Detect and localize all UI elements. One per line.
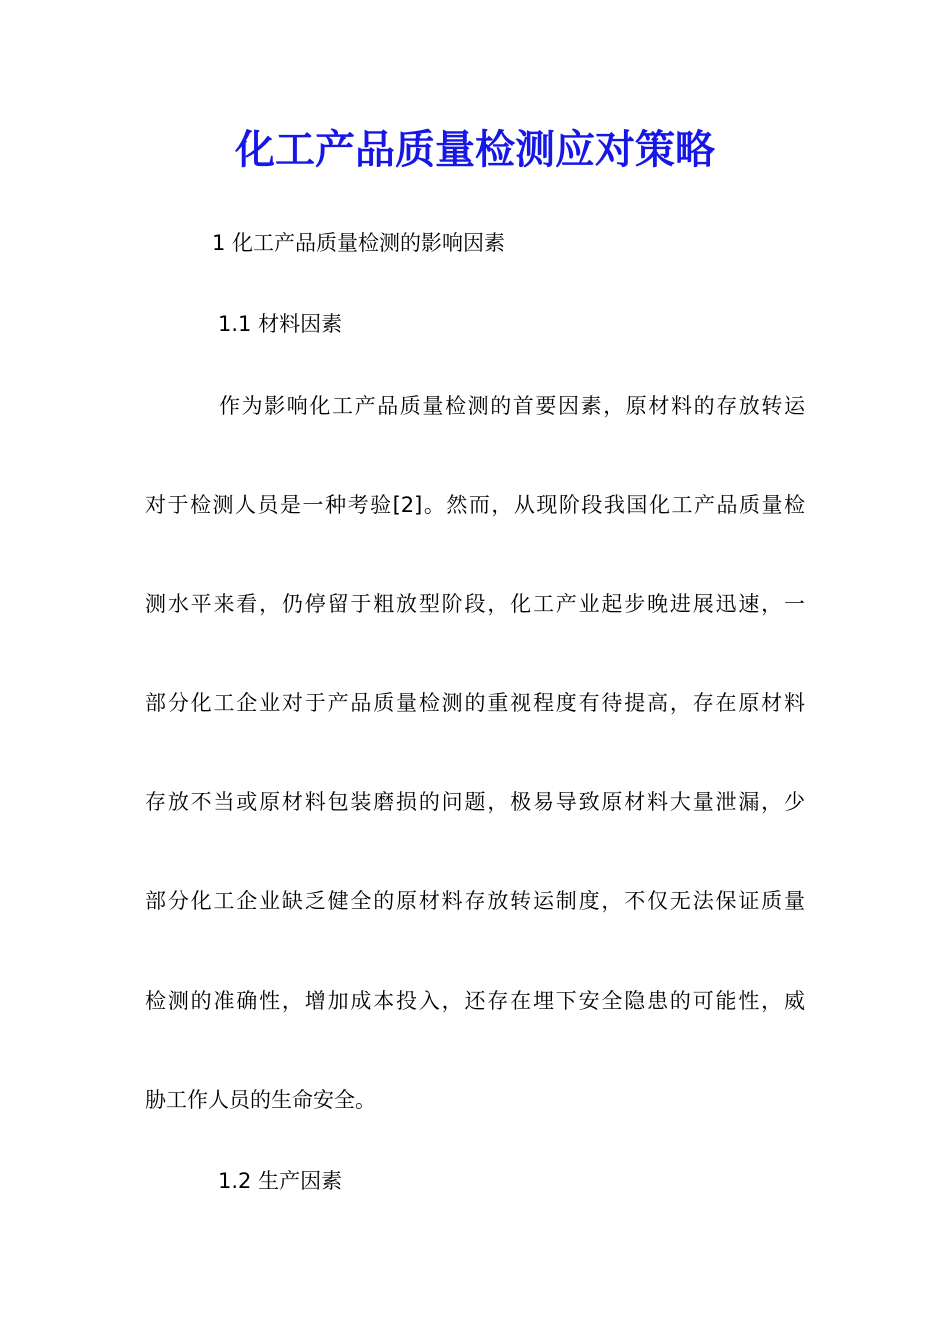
paragraph-line: 作为影响化工产品质量检测的首要因素，原材料的存放转运 [219,394,805,418]
paragraph-line: 对于检测人员是一种考验[2]。然而，从现阶段我国化工产品质量检 [145,493,805,517]
section-heading-1: 1 化工产品质量检测的影响因素 [212,231,506,255]
subsection-heading-1-2: 1.2 生产因素 [218,1169,343,1193]
paragraph-line: 部分化工企业对于产品质量检测的重视程度有待提高，存在原材料 [145,691,805,715]
subsection-heading-1-1: 1.1 材料因素 [218,312,343,336]
paragraph-line: 部分化工企业缺乏健全的原材料存放转运制度，不仅无法保证质量 [145,889,805,913]
paragraph-line: 胁工作人员的生命安全。 [145,1088,376,1112]
paragraph-line: 测水平来看，仍停留于粗放型阶段，化工产业起步晚进展迅速，一 [145,592,805,616]
document-title: 化工产品质量检测应对策略 [235,126,715,173]
paragraph-line: 存放不当或原材料包装磨损的问题，极易导致原材料大量泄漏，少 [145,790,805,814]
paragraph-line: 检测的准确性，增加成本投入，还存在埋下安全隐患的可能性，威 [145,989,805,1013]
